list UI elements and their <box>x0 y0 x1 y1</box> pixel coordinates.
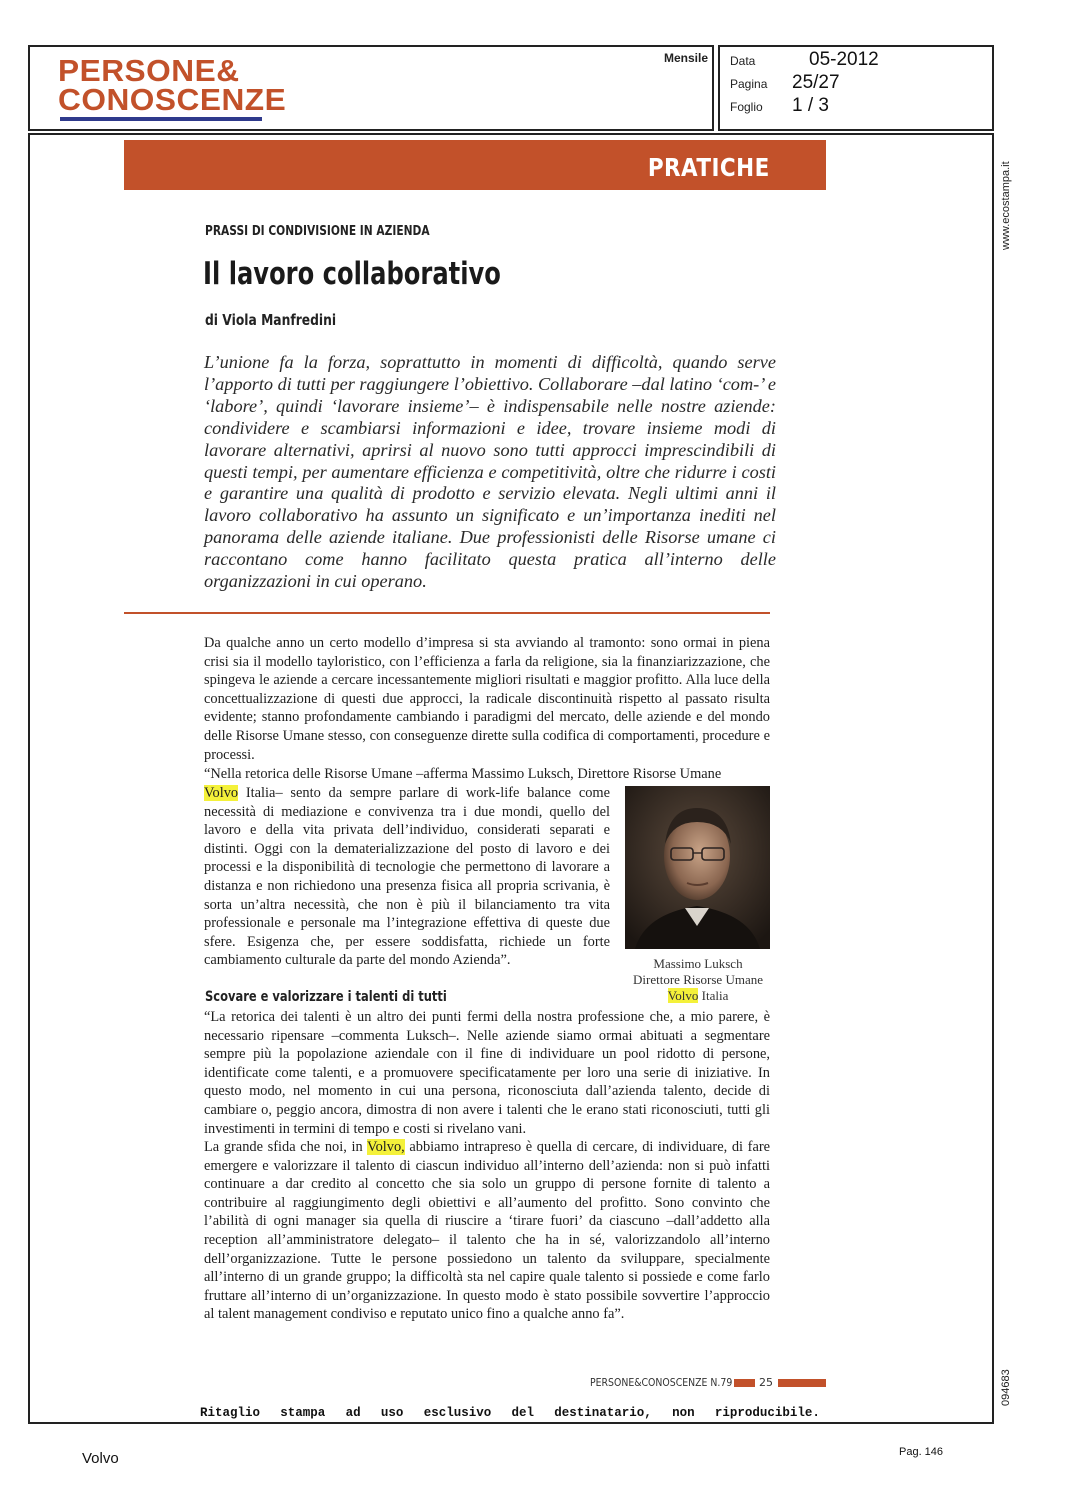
caption-name: Massimo Luksch <box>653 956 743 971</box>
paragraph-3: “La retorica dei talenti è un altro dei punti fermi della nostra professione che, a mio parere, è necessario ripensare –commenta Luksch–. Nelle aziende siamo ormai abituati a segmentare sempre più la popolazione aziendale con il fine di individuare un pool ridotto di persone, identificate come talenti, e a promuovere specificatamente per loro una serie di iniziative. In questo modo, nel momento in cui una persona, riconosciuta dall’azienda talento, decide di cambiare o, peggio ancora, dimostra di non avere i talenti che le erano stati riconosciuti, tutti gli investimenti in termini di tempo e costi si rivelano vani. <box>204 1009 770 1137</box>
publication-logo <box>58 53 287 122</box>
article-title: Il lavoro collaborativo <box>203 256 501 292</box>
logo-line-1: PERSONE& <box>58 53 240 88</box>
disclaimer-word: stampa <box>280 1406 326 1420</box>
disclaimer <box>200 1406 820 1420</box>
paragraph-4-start: La grande sfida che noi, in <box>204 1139 368 1155</box>
paragraph-2-text: Italia– sento da sempre parlare di work-life balance come necessità di mediazione e convivenza tra i due mondi, quello del lavoro e della vita privata dell’individuo, considerati separati e distinti. Oggi con la dematerializzazione del posto di lavoro e dei processi e la disponibilità di tecnologie che permettono di lavorare a distanza e non richiedono una presenza fisica all propria scrivania, è sorta un’altra necessità, che non è più il bilanciamento tra vita professionale e personale ma l’integrazione effettiva di queste due sfere. Esigenza che, per essere soddisfatta, richiede un forte cambiamento culturale da parte del mondo Azienda”. <box>204 785 610 969</box>
side-code: 094683 <box>1000 1369 1012 1406</box>
frequency-label: Mensile <box>664 51 709 65</box>
article-kicker: PRASSI DI CONDIVISIONE IN AZIENDA <box>205 224 430 239</box>
client-name: Volvo <box>82 1450 119 1467</box>
paragraph-1: Da qualche anno un certo modello d’impresa si sta avviando al tramonto: sono ormai in piena crisi sia il modello tayloristico, con l’efficienza a farla da religione, sia la finanziarizzazione, che spingeva le aziende a cercare incessantemente migliori risultati e maggior profitto. Alla luce della concettualizzazione di questi due approcci, la radicale discontinuità rispetto al passato risulta evidente; stanno profondamente cambiando i paradigmi del mercato, delle aziende e del mondo delle Risorse Umane stesso, con conseguenze dirette sulla codifica di comportamenti, procedure e processi. <box>204 635 770 763</box>
footer-accent-bar-right <box>778 1379 826 1387</box>
date-label: Data <box>730 54 756 68</box>
disclaimer-word: riproducibile. <box>714 1406 820 1420</box>
lead-divider <box>124 612 770 614</box>
caption-role: Direttore Risorse Umane <box>633 972 763 988</box>
section-subhead: Scovare e valorizzare i talenti di tutti <box>205 989 447 1005</box>
paragraph-2 <box>204 784 610 970</box>
sheet-label: Foglio <box>730 100 763 114</box>
highlight-volvo-2: Volvo, <box>367 1139 405 1155</box>
highlight-volvo: Volvo <box>204 785 239 801</box>
section-banner <box>124 140 826 190</box>
paragraph-4 <box>204 1138 770 1324</box>
side-website: www.ecostampa.it <box>1000 161 1012 250</box>
logo-underline <box>60 117 262 121</box>
disclaimer-word: uso <box>380 1406 404 1420</box>
date-value: 05-2012 <box>809 49 879 70</box>
disclaimer-word: Ritaglio <box>200 1406 261 1420</box>
sheet-value: 1 / 3 <box>792 95 829 116</box>
disclaimer-word: esclusivo <box>423 1406 492 1420</box>
footer-page-number: 25 <box>759 1376 773 1389</box>
paragraph-2-lead: “Nella retorica delle Risorse Umane –afferma Massimo Luksch, Direttore Risorse Umane <box>204 766 722 782</box>
article-lead: L’unione fa la forza, soprattutto in momenti di difficoltà, quando serve l’apporto di tutti per raggiungere l’obiettivo. Collaborare –dal latino ‘com-’ e ‘labore’, quindi ‘lavorare insieme’– è indispensabile nelle nostre aziende: condividere e scambiarsi informazioni e idee, trovare insieme modi di lavorare alternativi, aprirsi al nuovo sono tutti approcci imprescindibili di questi tempi, per aumentare efficienza e competitività, oltre che ridurre i costi e garantire una qualità di prodotto e servizio elevata. Negli ultimi anni il lavoro collaborativo ha assunto un significato e un’importanza inediti nel panorama delle aziende italiane. Due professionisti delle Risorse umane ci raccontano come hanno facilitato questa pratica all’interno delle organizzazioni in cui operano. <box>204 352 776 592</box>
caption-country: Italia <box>698 988 729 1004</box>
article-byline: di Viola Manfredini <box>205 311 337 329</box>
page-value: 25/27 <box>792 72 840 93</box>
disclaimer-word: non <box>672 1406 695 1420</box>
disclaimer-word: destinatario, <box>554 1406 652 1420</box>
portrait-photo <box>625 786 770 949</box>
photo-caption <box>620 956 776 1005</box>
footer-accent-bar-left <box>734 1379 755 1387</box>
footer-publication: PERSONE&CONOSCENZE N.79 <box>590 1376 733 1389</box>
page-label: Pagina <box>730 77 768 91</box>
paragraph-4-text: abbiamo intrapreso è quella di cercare, di individuare, di fare emergere e valorizzare il talento di ciascun individuo all’interno dell’azienda: non si può infatti continuare a dar credito al concetto che sia solo un gruppo di persone fornite di talento a contribuire al raggiungimento degli obiettivi e all’aumento del profitto. Sono convinto che l’abilità di ogni manager sia quella di riuscire a ‘tirare fuori’ da ciascuno –dall’addetto alla reception all’amministratore delegato– il talento che ha in sé, valorizzandolo all’interno dell’organizzazione. Tutte le persone possiedono un talento da sviluppare, specialmente all’interno di un grande gruppo; la difficoltà sta nel capire quale talento si possiede e come farlo fruttare all’interno di un’organizzazione. In questo modo è stato possibile sovvertire l’approccio al talent management condiviso e reputato unico fino a qualche anno fa”. <box>204 1139 771 1323</box>
section-title: PRATICHE <box>648 153 770 182</box>
caption-company: Volvo <box>667 988 699 1004</box>
disclaimer-word: ad <box>345 1406 361 1420</box>
archive-page: Pag. 146 <box>899 1446 944 1458</box>
disclaimer-word: del <box>511 1406 534 1420</box>
logo-line-2: CONOSCENZE <box>58 82 287 117</box>
